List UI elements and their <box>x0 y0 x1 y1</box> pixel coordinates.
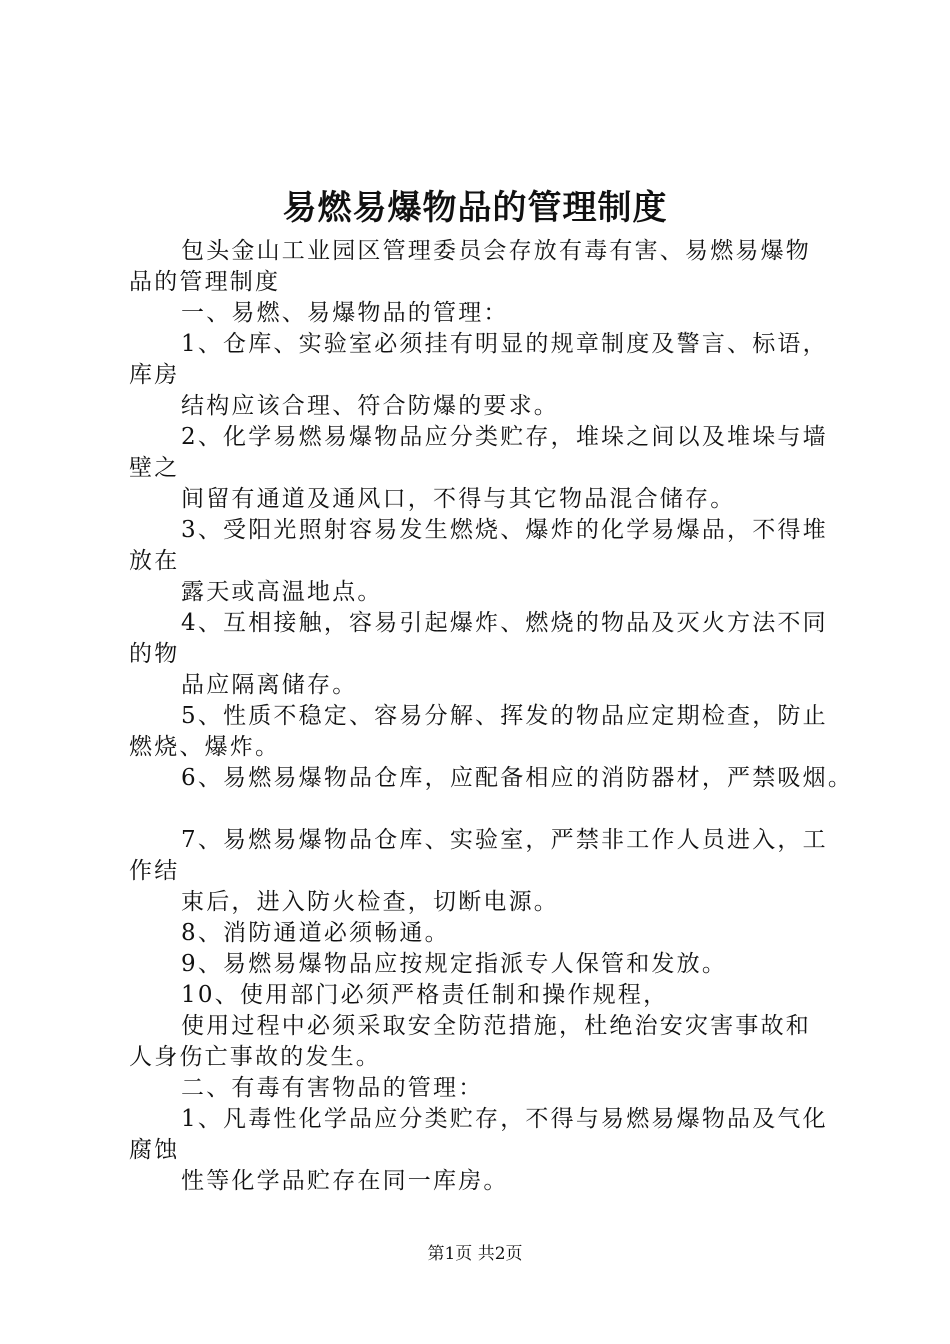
paragraph-line: 人身伤亡事故的发生。 <box>129 1044 381 1070</box>
paragraph-line: 2、化学易燃易爆物品应分类贮存，堆垛之间以及堆垛与墙 <box>181 424 828 450</box>
document-body <box>129 236 854 1197</box>
paragraph-line: 性等化学品贮存在同一库房。 <box>181 1168 509 1194</box>
paragraph-line: 8、消防通道必须畅通。 <box>181 920 450 946</box>
paragraph-line: 7、易燃易爆物品仓库、实验室，严禁非工作人员进入，工 <box>181 827 828 853</box>
paragraph-line: 二、有毒有害物品的管理： <box>181 1075 484 1101</box>
paragraph-line: 燃烧、爆炸。 <box>129 734 281 760</box>
paragraph-line: 1、仓库、实验室必须挂有明显的规章制度及警言、标语， <box>181 331 828 357</box>
paragraph-line: 5、性质不稳定、容易分解、挥发的物品应定期检查，防止 <box>181 703 828 729</box>
paragraph-line: 品的管理制度 <box>129 269 281 295</box>
paragraph-line: 品应隔离储存。 <box>181 672 358 698</box>
paragraph-line: 10、使用部门必须严格责任制和操作规程， <box>181 982 669 1008</box>
paragraph-line: 壁之 <box>129 455 180 481</box>
paragraph-line: 包头金山工业园区管理委员会存放有毒有害、易燃易爆物 <box>181 238 811 264</box>
paragraph-line: 6、易燃易爆物品仓库，应配备相应的消防器材，严禁吸烟。 <box>181 765 854 791</box>
paragraph-line: 4、互相接触，容易引起爆炸、燃烧的物品及灭火方法不同 <box>181 610 828 636</box>
paragraph-line: 9、易燃易爆物品应按规定指派专人保管和发放。 <box>181 951 728 977</box>
paragraph-line: 间留有通道及通风口，不得与其它物品混合储存。 <box>181 486 736 512</box>
paragraph-line: 的物 <box>129 641 180 667</box>
paragraph-line: 束后，进入防火检查，切断电源。 <box>181 889 559 915</box>
paragraph-line: 露天或高温地点。 <box>181 579 383 605</box>
blank-line <box>129 794 849 825</box>
document-title: 易燃易爆物品的管理制度 <box>282 188 668 228</box>
page-footer: 第1页 共2页 <box>427 1244 523 1264</box>
paragraph-line: 1、凡毒性化学品应分类贮存，不得与易燃易爆物品及气化 <box>181 1106 828 1132</box>
paragraph-line: 库房 <box>129 362 180 388</box>
paragraph-line: 放在 <box>129 548 180 574</box>
paragraph-line: 腐蚀 <box>129 1137 180 1163</box>
paragraph-line: 作结 <box>129 858 180 884</box>
paragraph-line: 3、受阳光照射容易发生燃烧、爆炸的化学易爆品，不得堆 <box>181 517 828 543</box>
paragraph-line: 使用过程中必须采取安全防范措施，杜绝治安灾害事故和 <box>181 1013 811 1039</box>
paragraph-line: 一、易燃、易爆物品的管理： <box>181 300 509 326</box>
paragraph-line: 结构应该合理、符合防爆的要求。 <box>181 393 559 419</box>
